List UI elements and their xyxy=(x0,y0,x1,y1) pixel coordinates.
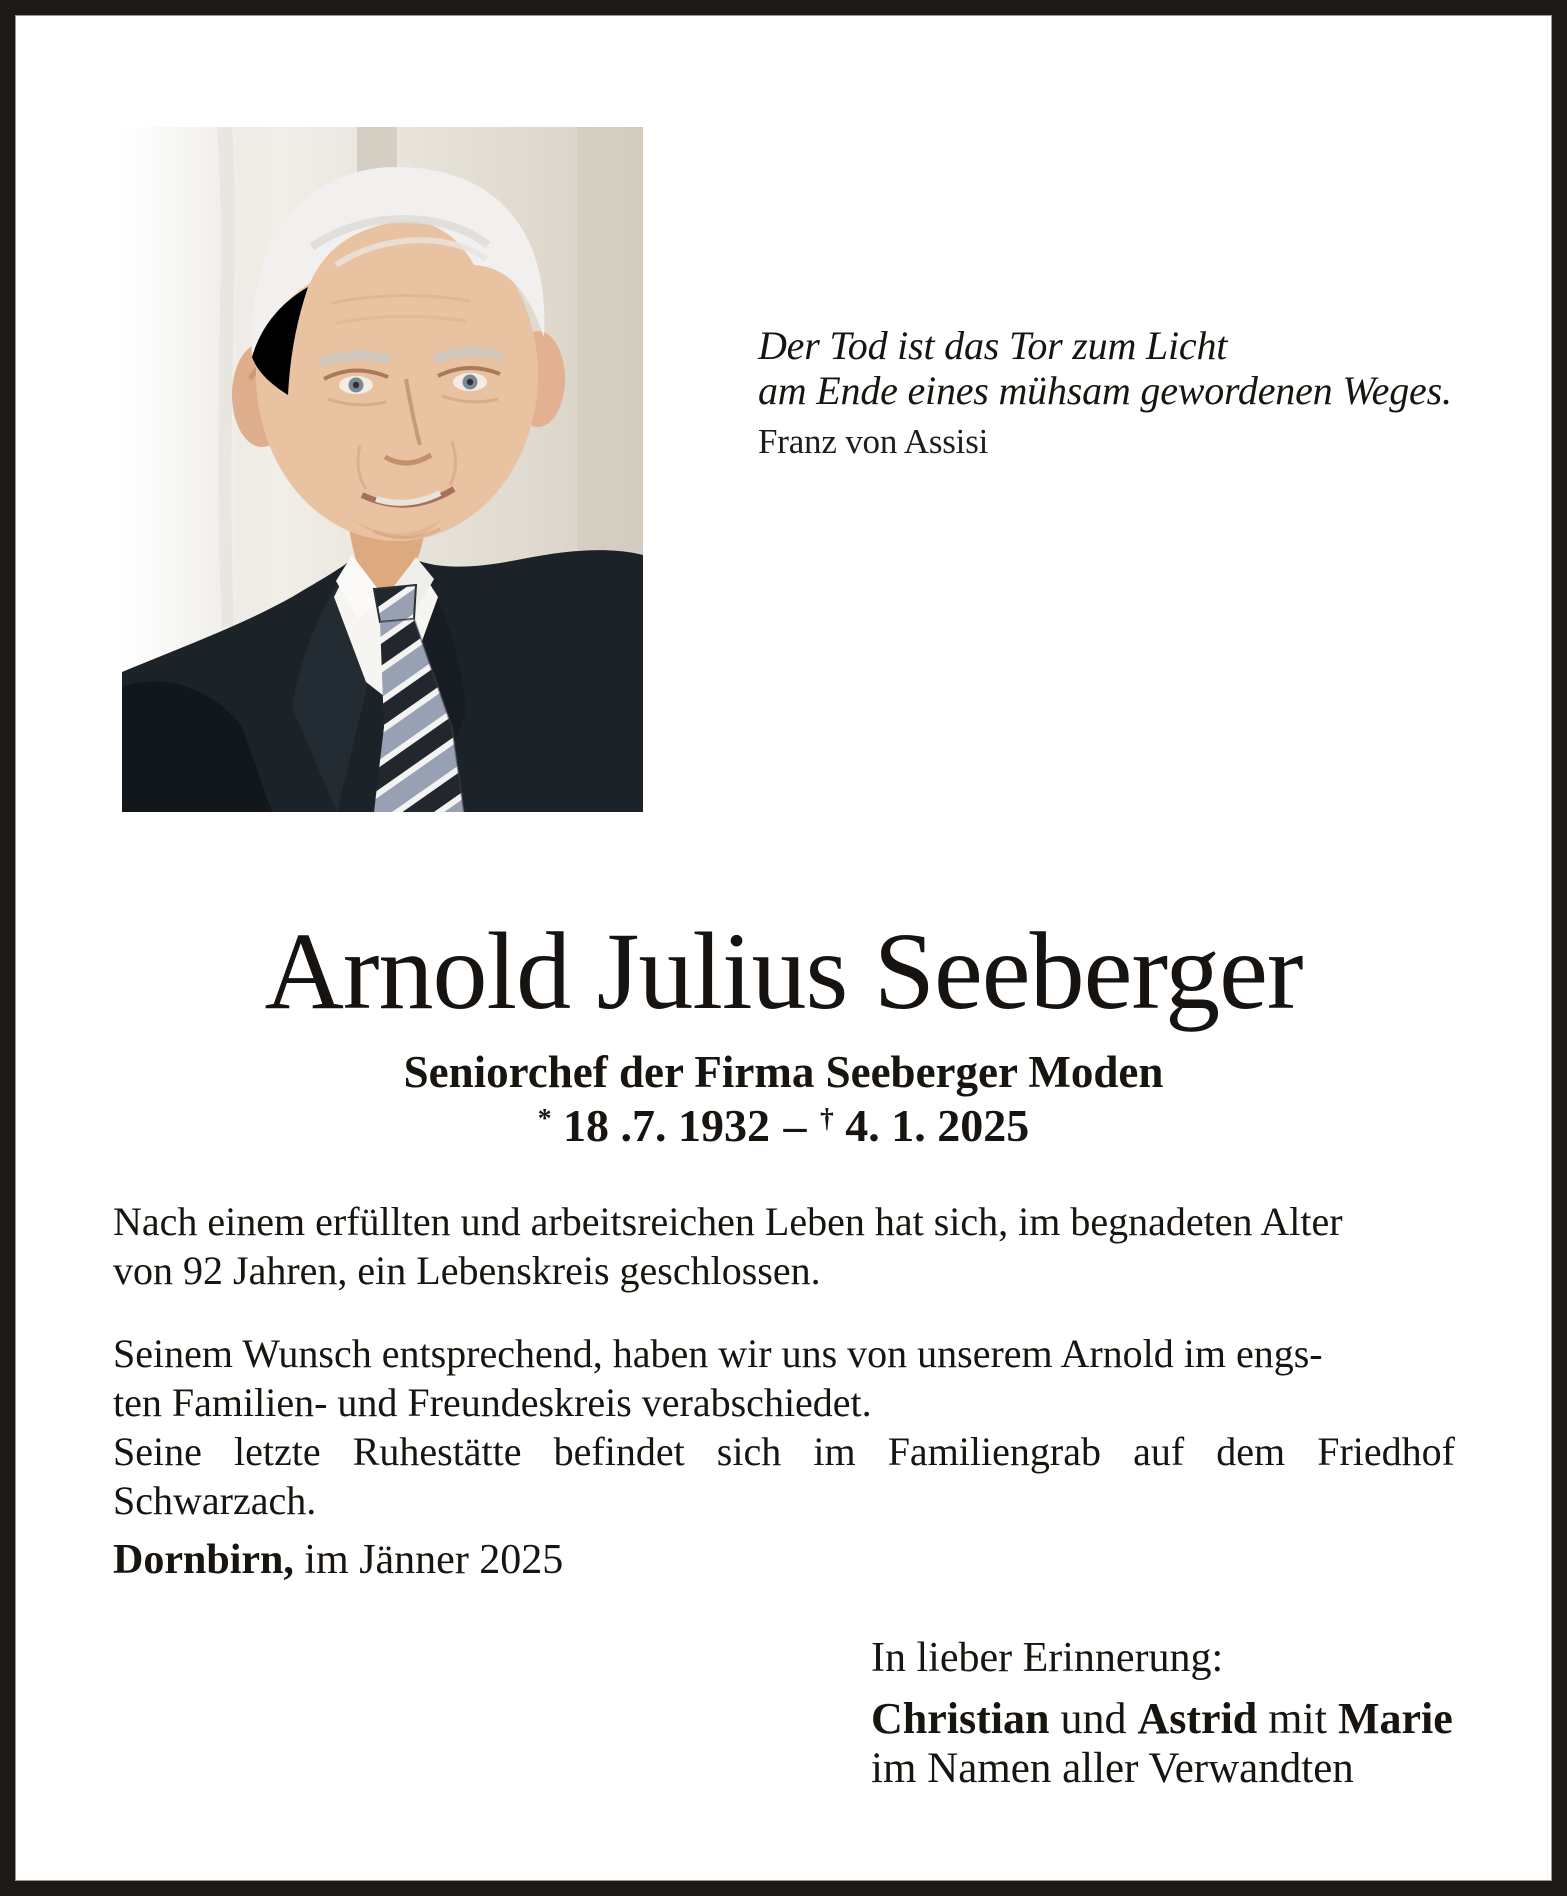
memorial-closing: im Namen aller Verwandten xyxy=(871,1745,1354,1792)
mourner-name: Christian xyxy=(871,1694,1050,1743)
tie-knot xyxy=(374,585,416,622)
paragraph-farewell xyxy=(113,1329,1455,1525)
paragraph-life xyxy=(113,1197,1455,1295)
epigraph xyxy=(758,323,1498,462)
date-label: im Jänner 2025 xyxy=(293,1537,564,1583)
body-line: Nach einem erfüllten und arbeitsreichen Leben hat sich, im begnadeten Alter xyxy=(113,1199,1343,1244)
body-line: Seine letzte Ruhestätte befindet sich im Familiengrab auf dem Friedhof xyxy=(113,1429,1455,1474)
memorial-names xyxy=(871,1694,1511,1744)
birth-star-symbol: * xyxy=(537,1102,552,1133)
epigraph-line: Der Tod ist das Tor zum Licht xyxy=(758,323,1228,368)
place-label: Dornbirn, xyxy=(113,1537,294,1583)
portrait-photo xyxy=(122,127,643,812)
birth-date: 18 .7. 1932 xyxy=(563,1099,770,1151)
death-dagger-symbol: † xyxy=(820,1102,834,1133)
memorial-intro: In lieber Erinnerung: xyxy=(871,1635,1224,1681)
body-line: ten Familien- und Freundeskreis verabschiedet. xyxy=(113,1380,872,1425)
death-date: 4. 1. 2025 xyxy=(845,1099,1030,1151)
mourner-name: Astrid xyxy=(1137,1694,1258,1743)
mourner-name: Marie xyxy=(1337,1694,1453,1743)
place-and-date xyxy=(113,1536,563,1584)
deceased-role: Seniorchef der Firma Seeberger Moden xyxy=(403,1047,1164,1097)
life-dates xyxy=(15,1093,1552,1151)
card-inner-area xyxy=(15,15,1552,1881)
epigraph-line: am Ende eines mühsam gewordenen Weges. xyxy=(758,368,1452,413)
body-line: Seinem Wunsch entsprechend, haben wir uns von unserem Arnold im engs- xyxy=(113,1331,1323,1376)
portrait-illustration xyxy=(122,127,643,812)
deceased-name: Arnold Julius Seeberger xyxy=(264,910,1303,1032)
epigraph-attribution: Franz von Assisi xyxy=(758,422,989,461)
body-line: Schwarzach. xyxy=(113,1478,317,1523)
conjunction: und xyxy=(1049,1694,1138,1743)
memorial-block xyxy=(871,1634,1511,1794)
dates-separator: – xyxy=(783,1099,807,1151)
body-line: von 92 Jahren, ein Lebenskreis geschlossen. xyxy=(113,1248,821,1293)
conjunction: mit xyxy=(1257,1694,1338,1743)
